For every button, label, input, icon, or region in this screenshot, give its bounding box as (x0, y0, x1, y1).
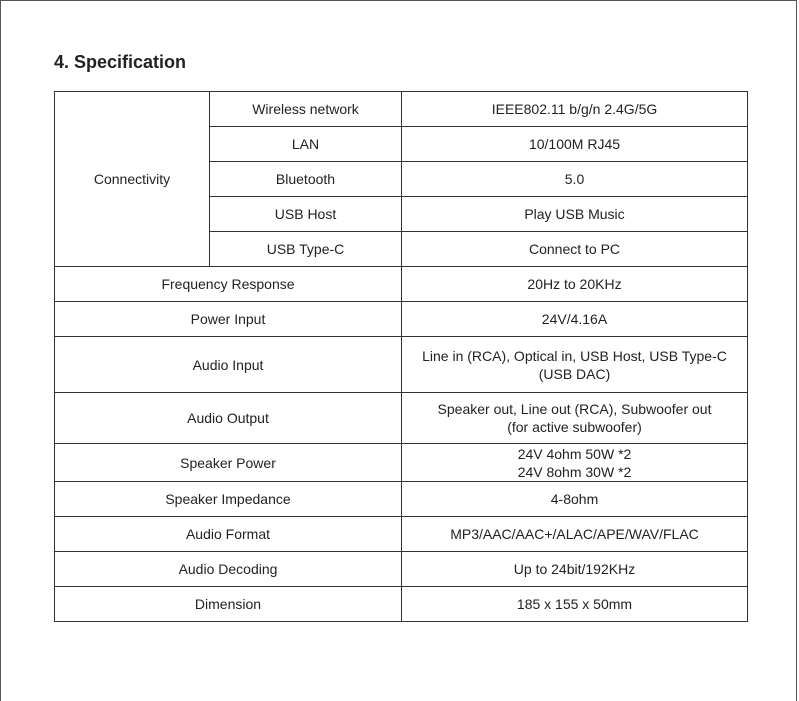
spec-value-dimension: 185 x 155 x 50mm (402, 587, 748, 622)
spec-value-audio-output (402, 393, 748, 444)
table-row (55, 267, 748, 302)
spec-value-speaker-impedance: 4-8ohm (402, 482, 748, 517)
spec-name-frequency-response: Frequency Response (55, 267, 402, 302)
table-row (55, 587, 748, 622)
spec-value-power-input: 24V/4.16A (402, 302, 748, 337)
spec-name-usb-host: USB Host (210, 197, 402, 232)
table-row (55, 517, 748, 552)
spec-value-frequency-response: 20Hz to 20KHz (402, 267, 748, 302)
spec-value-speaker-power (402, 444, 748, 482)
spec-value-usb-host: Play USB Music (402, 197, 748, 232)
spec-value-bluetooth: 5.0 (402, 162, 748, 197)
spec-name-audio-format: Audio Format (55, 517, 402, 552)
spec-name-bluetooth: Bluetooth (210, 162, 402, 197)
spec-name-speaker-power: Speaker Power (55, 444, 402, 482)
value-line: (USB DAC) (538, 365, 611, 382)
spec-value-audio-format: MP3/AAC/AAC+/ALAC/APE/WAV/FLAC (402, 517, 748, 552)
section-title: 4. Specification (54, 52, 187, 72)
spec-name-power-input: Power Input (55, 302, 402, 337)
spec-name-usb-type-c: USB Type-C (210, 232, 402, 267)
value-line: (for active subwoofer) (507, 419, 642, 435)
table-row (55, 393, 748, 444)
table-row (55, 302, 748, 337)
spec-value-lan: 10/100M RJ45 (402, 127, 748, 162)
table-row (55, 92, 748, 127)
value-line: Line in (RCA), Optical in, USB Host, USB Type-C (422, 347, 727, 364)
table-row (55, 482, 748, 517)
table-row (55, 552, 748, 587)
value-line: 24V 8ohm 30W *2 (517, 463, 632, 480)
spec-value-usb-type-c: Connect to PC (402, 232, 748, 267)
table-row (55, 444, 748, 482)
spec-value-audio-input (402, 337, 748, 393)
table-row (55, 337, 748, 393)
spec-name-lan: LAN (210, 127, 402, 162)
specification-table (54, 91, 748, 622)
spec-value-audio-decoding: Up to 24bit/192KHz (402, 552, 748, 587)
spec-value-wireless-network: IEEE802.11 b/g/n 2.4G/5G (402, 92, 748, 127)
spec-name-audio-input: Audio Input (55, 337, 402, 393)
spec-name-dimension: Dimension (55, 587, 402, 622)
value-line: 24V 4ohm 50W *2 (517, 445, 632, 462)
spec-name-wireless-network: Wireless network (210, 92, 402, 127)
value-line: Speaker out, Line out (RCA), Subwoofer out (437, 401, 712, 417)
spec-name-audio-decoding: Audio Decoding (55, 552, 402, 587)
spec-name-audio-output: Audio Output (55, 393, 402, 444)
spec-name-speaker-impedance: Speaker Impedance (55, 482, 402, 517)
connectivity-label: Connectivity (55, 92, 210, 267)
